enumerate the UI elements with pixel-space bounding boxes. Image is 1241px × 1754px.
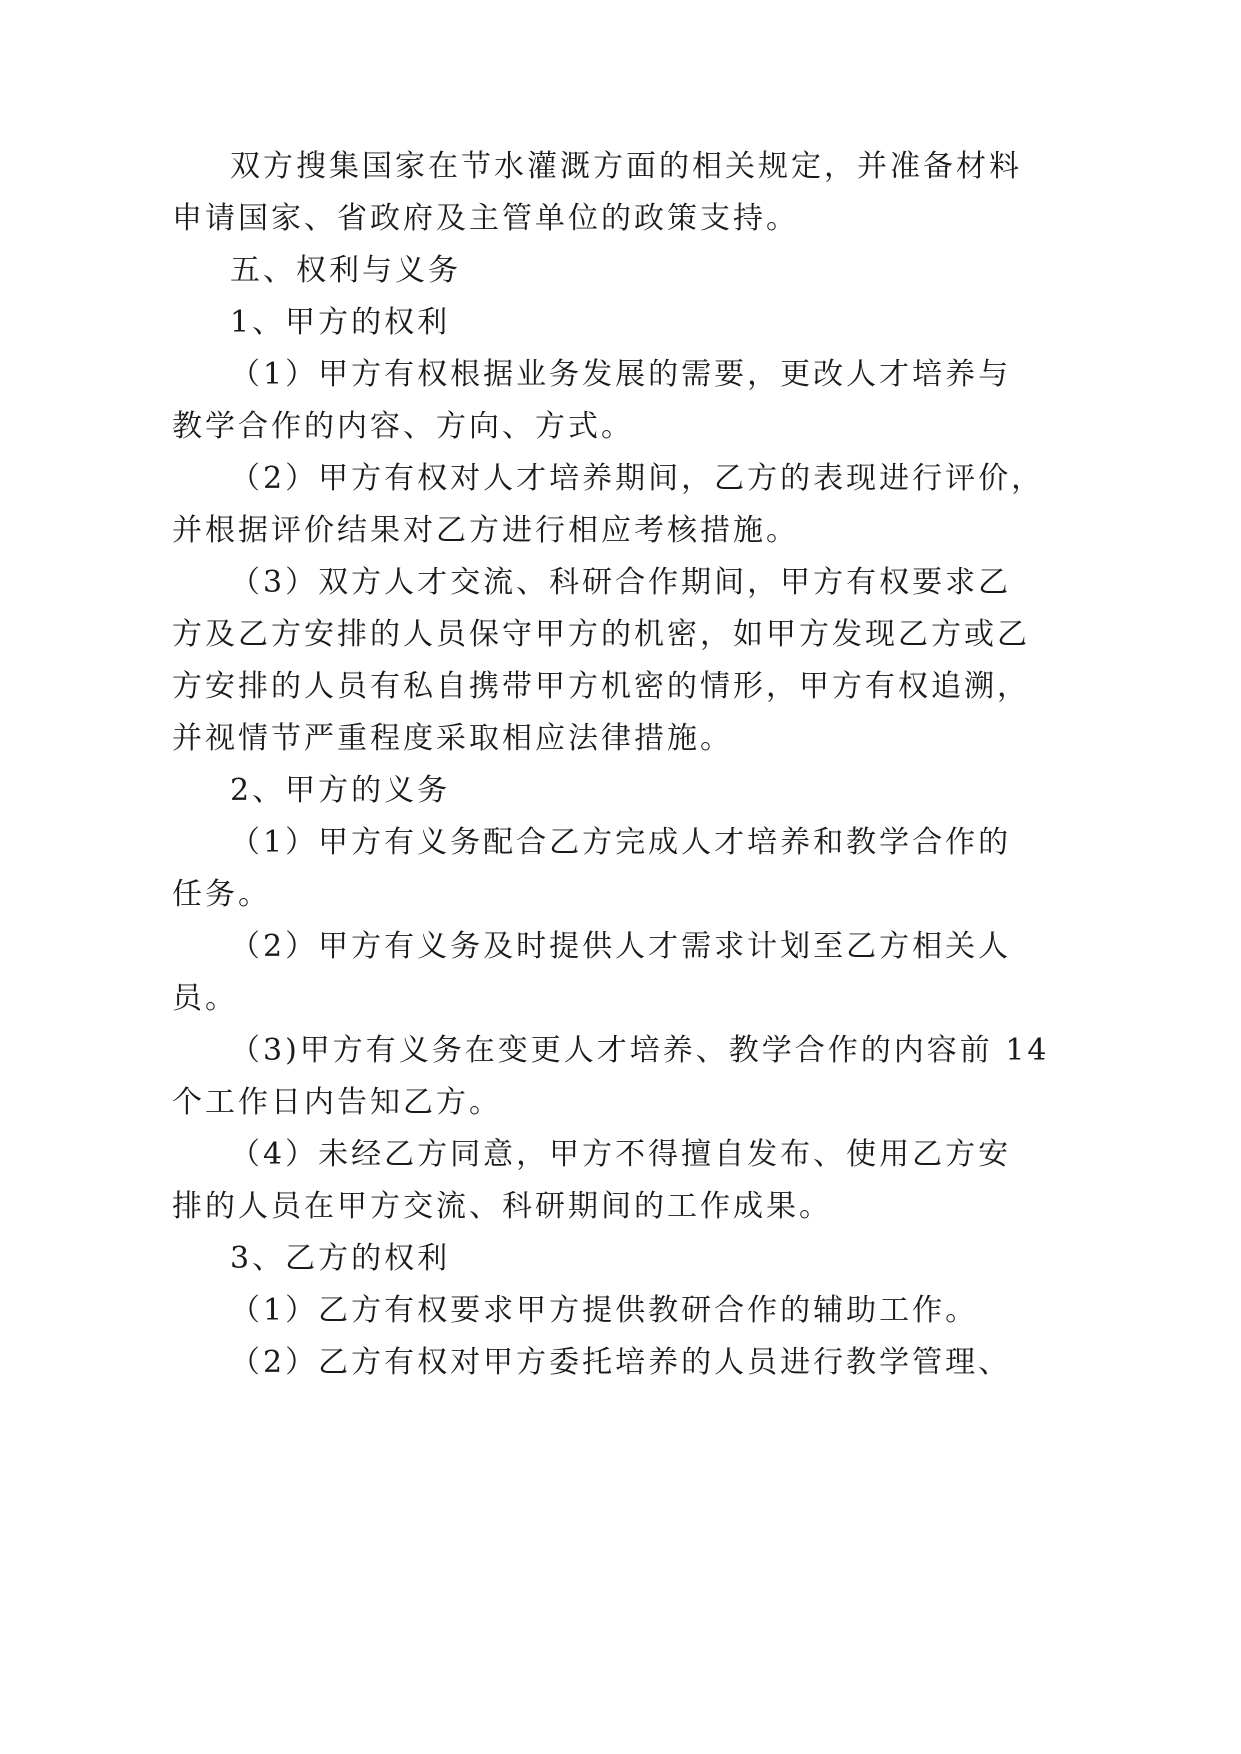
paragraph-line: 并视情节严重程度采取相应法律措施。 [172,721,733,756]
paragraph-line: （3）双方人才交流、科研合作期间，甲方有权要求乙 [230,565,1012,600]
paragraph-line: 排的人员在甲方交流、科研期间的工作成果。 [172,1189,832,1224]
paragraph-line: （3)甲方有义务在变更人才培养、教学合作的内容前 14 [230,1033,1050,1068]
subsection-heading: 2、甲方的义务 [230,773,451,808]
paragraph-line: 方安排的人员有私自携带甲方机密的情形，甲方有权追溯， [172,669,1030,704]
paragraph-line: （2）乙方有权对甲方委托培养的人员进行教学管理、 [230,1345,1012,1380]
paragraph-line: （4）未经乙方同意，甲方不得擅自发布、使用乙方安 [230,1137,1012,1172]
paragraph-line: 方及乙方安排的人员保守甲方的机密，如甲方发现乙方或乙 [172,617,1030,652]
paragraph-line: （1）乙方有权要求甲方提供教研合作的辅助工作。 [230,1293,979,1328]
paragraph-line: （2）甲方有义务及时提供人才需求计划至乙方相关人 [230,929,1012,964]
subsection-heading: 1、甲方的权利 [230,305,451,340]
paragraph-line: 教学合作的内容、方向、方式。 [172,409,634,444]
section-heading: 五、权利与义务 [230,253,461,288]
paragraph-line: （2）甲方有权对人才培养期间，乙方的表现进行评价， [230,461,1045,496]
paragraph-line: 员。 [172,981,238,1016]
paragraph-line: 任务。 [172,877,271,912]
paragraph-line: 个工作日内告知乙方。 [172,1085,502,1120]
paragraph-line: 并根据评价结果对乙方进行相应考核措施。 [172,513,799,548]
paragraph-line: 申请国家、省政府及主管单位的政策支持。 [172,201,799,236]
subsection-heading: 3、乙方的权利 [230,1241,451,1276]
paragraph-line: 双方搜集国家在节水灌溉方面的相关规定，并准备材料 [230,149,1022,184]
paragraph-line: （1）甲方有义务配合乙方完成人才培养和教学合作的 [230,825,1012,860]
paragraph-line: （1）甲方有权根据业务发展的需要，更改人才培养与 [230,357,1012,392]
